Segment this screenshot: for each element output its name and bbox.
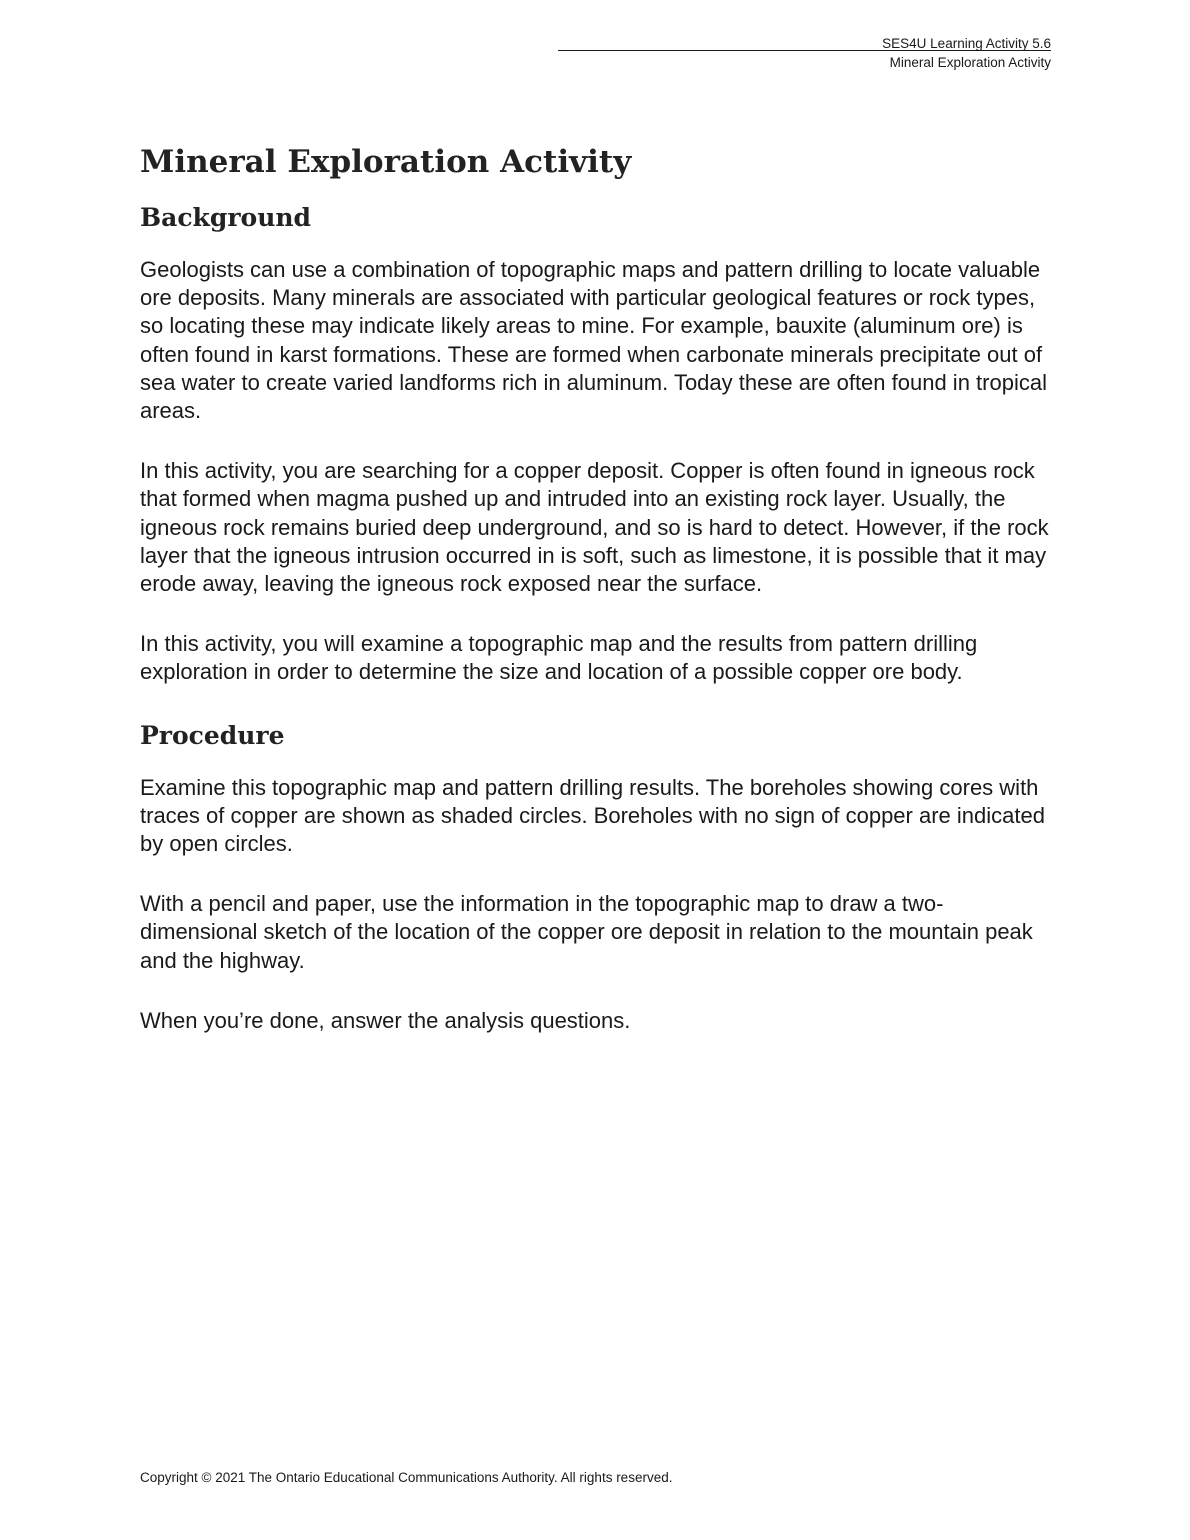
procedure-heading: Procedure [140,720,285,750]
copyright-footer: Copyright © 2021 The Ontario Educational Communications Authority. All rights reserved. [140,1470,673,1485]
procedure-paragraph-2: With a pencil and paper, use the information in the topographic map to draw a two-dimensional sketch of the location of the copper ore deposit in relation to the mountain peak and the highway. [140,891,1033,973]
procedure-paragraph-3: When you’re done, answer the analysis questions. [140,1007,631,1033]
page-header [558,34,1051,72]
background-heading: Background [140,203,312,232]
procedure-paragraph-1: Examine this topographic map and pattern drilling results. The boreholes showing cores with traces of copper are shown as shaded circles. Boreholes with no sign of copper are indicated by open circles. [140,774,1045,857]
header-course-label: SES4U Learning Activity 5.6 [882,36,1051,51]
page-title: Mineral Exploration Activity [140,144,632,180]
header-activity-label: Mineral Exploration Activity [889,55,1051,70]
background-paragraph-1: Geologists can use a combination of topographic maps and pattern drilling to locate valuable ore deposits. Many minerals are associated with particular geological features or rock types, so locating these may indicate likely areas to mine. For example, bauxite (aluminum ore) is often found in karst formations. These are formed when carbonate minerals precipitate out of sea water to create varied landforms rich in aluminum. Today these are often found in tropical areas. [140,257,1047,424]
background-paragraph-3: In this activity, you will examine a topographic map and the results from pattern drilling exploration in order to determine the size and location of a possible copper ore body. [140,631,978,685]
background-paragraph-2: In this activity, you are searching for a copper deposit. Copper is often found in igneous rock that formed when magma pushed up and intruded into an existing rock layer. Usually, the igneous rock remains buried deep underground, and so is hard to detect. However, if the rock layer that the igneous intrusion occurred in is soft, such as limestone, it is possible that it may erode away, leaving the igneous rock exposed near the surface. [140,458,1049,597]
main-content [140,140,1055,1035]
